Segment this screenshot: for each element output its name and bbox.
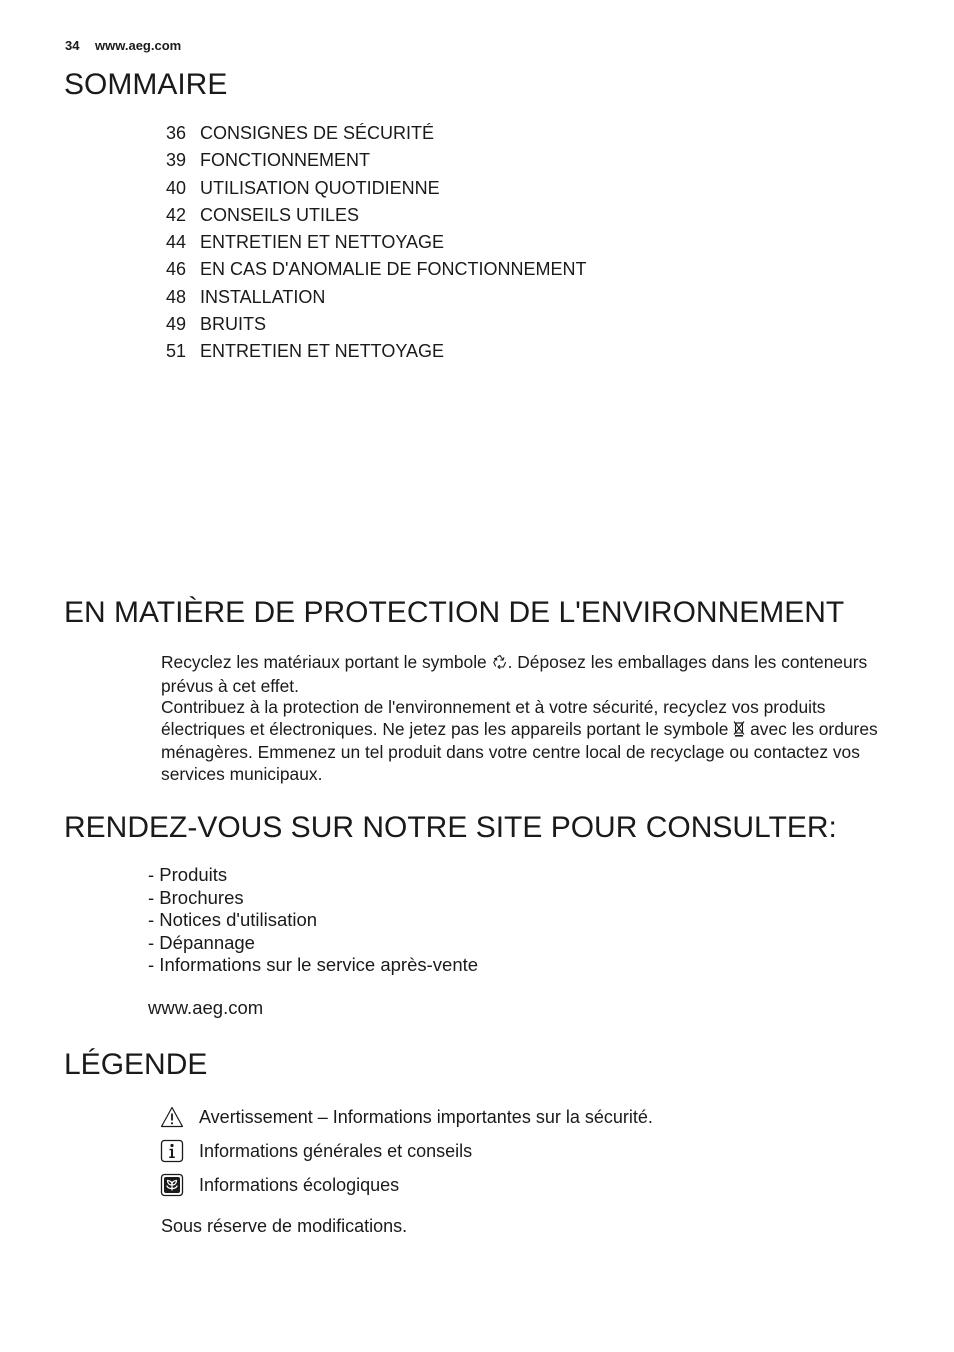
toc-item[interactable]: [166, 256, 686, 283]
sommaire-heading: SOMMAIRE: [64, 68, 228, 101]
toc-page: 48: [166, 286, 187, 307]
legend-text: Informations générales et conseils: [199, 1140, 473, 1161]
toc-label: ENTRETIEN ET NETTOYAGE: [200, 232, 445, 253]
environment-text-part: avec les ordures ménagères. Emmenez un tel produit dans votre centre local de recyclage ou contactez vos services municipaux.: [161, 718, 878, 784]
toc-item[interactable]: [166, 175, 686, 202]
footer-note: Sous réserve de modifications.: [161, 1216, 408, 1236]
list-item: - Dépannage: [148, 931, 255, 953]
toc-page: 42: [166, 204, 187, 225]
legend-item: [160, 1100, 880, 1134]
environment-text: [161, 652, 891, 785]
toc-page: 39: [166, 150, 187, 171]
crossed-bin-icon: [733, 720, 745, 743]
legend-item: [160, 1134, 880, 1168]
list-item: - Brochures: [148, 886, 244, 908]
table-of-contents: [166, 120, 686, 366]
toc-label: CONSIGNES DE SÉCURITÉ: [200, 123, 435, 143]
toc-label: CONSEILS UTILES: [200, 204, 360, 225]
legend-item: [160, 1168, 880, 1202]
list-item: - Informations sur le service après-vente: [148, 954, 479, 976]
environment-text-part: Recyclez les matériaux portant le symbole: [161, 652, 487, 672]
legend-text: Avertissement – Informations importantes sur la sécurité.: [199, 1106, 653, 1127]
toc-page: 44: [166, 232, 187, 253]
toc-label: UTILISATION QUOTIDIENNE: [200, 177, 440, 198]
toc-label: BRUITS: [200, 314, 267, 335]
recycle-icon: [492, 654, 508, 676]
toc-item[interactable]: [166, 284, 686, 311]
toc-label: EN CAS D'ANOMALIE DE FONCTIONNEMENT: [200, 259, 587, 280]
legend-text: Informations écologiques: [199, 1174, 400, 1195]
info-icon: [160, 1139, 184, 1163]
list-item: - Notices d'utilisation: [148, 909, 318, 931]
environment-text-part: Contribuez à la protection de l'environnement et à votre sécurité, recyclez vos produits électriques et électroniques. Ne jetez pas les appareils portant le symbole: [161, 697, 826, 739]
environment-heading: EN MATIÈRE DE PROTECTION DE L'ENVIRONNEMENT: [64, 596, 845, 629]
toc-label: ENTRETIEN ET NETTOYAGE: [200, 341, 445, 362]
environment-paragraph-1: [161, 652, 891, 697]
toc-item[interactable]: [166, 202, 686, 229]
website-url-link[interactable]: www.aeg.com: [148, 997, 264, 1018]
environment-text-part: . Déposez les emballages dans les conteneurs prévus à cet effet.: [161, 652, 868, 696]
toc-item[interactable]: [166, 338, 686, 365]
toc-label: FONCTIONNEMENT: [200, 150, 370, 171]
toc-page: 51: [166, 341, 187, 362]
legend-list: [160, 1100, 880, 1202]
website-heading: RENDEZ-VOUS SUR NOTRE SITE POUR CONSULTER:: [64, 811, 837, 844]
toc-label: INSTALLATION: [200, 286, 326, 307]
website-topics-list: [148, 864, 478, 977]
legend-heading: LÉGENDE: [64, 1048, 208, 1081]
page-number: 34: [65, 38, 80, 53]
eco-icon: [160, 1173, 184, 1197]
page-header: [65, 38, 181, 53]
list-item: - Produits: [148, 864, 228, 885]
toc-page: 40: [166, 177, 187, 198]
toc-item[interactable]: [166, 120, 686, 147]
environment-paragraph-2: [161, 697, 891, 785]
toc-page: 46: [166, 259, 187, 280]
toc-item[interactable]: [166, 311, 686, 338]
header-site-link[interactable]: www.aeg.com: [95, 38, 182, 53]
toc-item[interactable]: [166, 147, 686, 174]
warning-icon: [160, 1105, 184, 1129]
toc-item[interactable]: [166, 229, 686, 256]
toc-page: 49: [166, 314, 187, 335]
toc-page: 36: [166, 123, 187, 143]
